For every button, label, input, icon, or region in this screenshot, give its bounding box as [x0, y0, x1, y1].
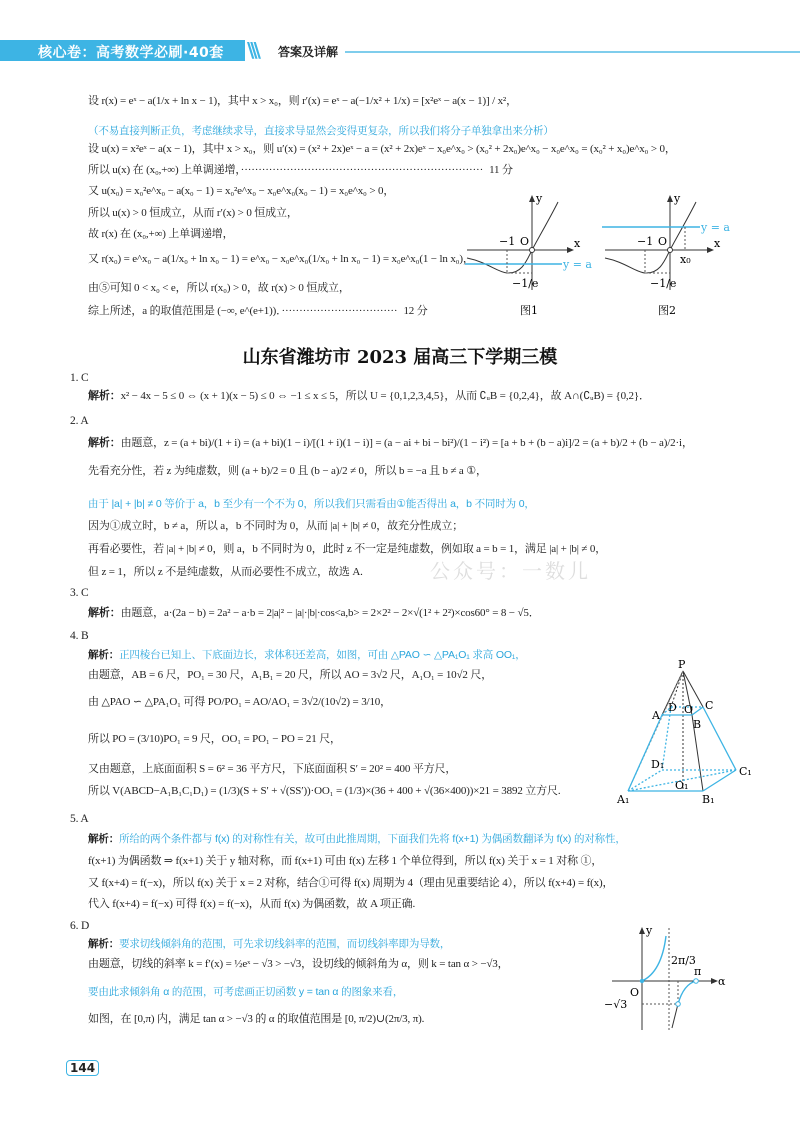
answer-heading — [70, 414, 89, 428]
label-D1: D₁ — [651, 758, 665, 771]
line-text: 又 f(x+4) = f(−x)，所以 f(x) 关于 x = 2 对称，结合①可得 f(x) 周期为 4（理由见重要结论 4），所以 f(x+4) = f(x)， — [88, 877, 614, 889]
tan-y-label: y — [646, 924, 653, 937]
tan-pi-label: π — [694, 965, 702, 978]
analysis-note-line — [88, 832, 626, 846]
solution-line — [88, 854, 602, 868]
line-text: 正四棱台已知上、下底面边长，求体积还差高，如图，可由 △PAO ∽ △PA₁O₁ 求高 OO₁， — [119, 649, 526, 661]
fig1-x-label: x — [574, 237, 581, 250]
solution-line — [88, 565, 363, 579]
line-text: 由题意，切线的斜率 k = f′(x) = ½eˣ − √3 > −√3，设切线的倾斜角为 α，则 k = tan α > −√3， — [88, 958, 509, 970]
analysis-label: 解析： — [88, 833, 120, 845]
answer-heading — [70, 629, 89, 643]
score-marker: 11 分 — [489, 164, 513, 176]
label-D: D — [668, 701, 677, 714]
analysis-label: 解析： — [88, 649, 120, 661]
solution-line — [88, 142, 676, 156]
solution-line — [88, 184, 394, 198]
analysis-note-line — [88, 937, 450, 951]
label-P: P — [678, 658, 686, 671]
line-text: 由 △PAO ∽ △PA₁O₁ 可得 PO/PO₁ = AO/AO₁ = 3√2/(10√2) = 3/10， — [88, 696, 391, 708]
header-rule — [345, 51, 800, 53]
fig2-caption: 图2 — [658, 304, 676, 317]
solution-line — [88, 542, 606, 556]
line-text: 所以 V(ABCD−A₁B₁C₁D₁) = (1/3)(S + S′ + √(SS′))·OO₁ = (1/3)×(36 + 400 + √(36×400))×21 = 3892 立方尺. — [88, 785, 561, 797]
fig2-x0-label: x₀ — [680, 253, 691, 266]
solution-line — [88, 957, 509, 971]
line-text: 由题意，a·(2a − b) = 2a² − a·b = 2|a|² − |a|·|b|·cos<a,b> = 2×2² − 2×√(1² + 2²)×cos60° = 8 − √5． — [120, 607, 540, 619]
label-B1: B₁ — [702, 793, 715, 806]
watermark: 公众号：一数儿 — [430, 559, 591, 583]
fig2-min-value: −1/e — [650, 277, 677, 290]
fig1-min-value: −1/e — [512, 277, 539, 290]
tan-2pi-3-label: 2π/3 — [671, 954, 696, 967]
line-text: 所以 u(x) > 0 恒成立，从而 r′(x) > 0 恒成立， — [88, 207, 298, 219]
line-text: 因为①成立时，b ≠ a，所以 a，b 不同时为 0，从而 |a| + |b| ≠ 0，故充分性成立； — [88, 520, 464, 532]
line-text: 所以 PO = (3/10)PO₁ = 9 尺，OO₁ = PO₁ − PO = 21 尺， — [88, 733, 341, 745]
fig1-origin: O — [520, 235, 530, 248]
figure-2-graph — [600, 190, 740, 320]
line-text: 要求切线倾斜角的范围，可先求切线斜率的范围，而切线斜率即为导数， — [119, 938, 451, 950]
solution-line — [88, 668, 492, 682]
line-text: 所以 u(x) 在 (x₀,+∞) 上单调递增，····································································· — [88, 164, 484, 176]
line-text: 由⑤可知 0 < x₀ < e，所以 r(x₀) > 0，故 r(x) > 0 恒成立， — [88, 282, 350, 294]
analysis-label: 解析： — [88, 607, 121, 619]
line-text: 所给的两个条件都与 f(x) 的对称性有关，故可由此推周期，下面我们先将 f(x+1) 为偶函数翻译为 f(x) 的对称性， — [119, 833, 626, 845]
fig1-minus-one: −1 — [499, 235, 516, 248]
line-text: 由题意，z = (a + bi)/(1 + i) = (a + bi)(1 − i)/[(1 + i)(1 − i)] = (a − ai + bi − bi²)/(1 − i²) = [a + b + (b − a)i]/2 = (a + b)/2 + (b − a)/2·i， — [120, 437, 693, 449]
line-text: 综上所述，a 的取值范围是 (−∞, e^(e+1))．································· — [88, 305, 398, 317]
page-number: 144 — [66, 1060, 99, 1076]
label-C: C — [705, 699, 714, 712]
answer-heading — [70, 371, 89, 385]
fig1-caption: 图1 — [520, 304, 538, 317]
header-slash-decoration: \\\ — [247, 38, 257, 62]
line-text: 再看必要性，若 |a| + |b| ≠ 0，则 a，b 不同时为 0，此时 z 不一定是纯虚数，例如取 a = b = 1，满足 |a| + |b| ≠ 0， — [88, 543, 607, 555]
fig2-y-label: y — [674, 192, 681, 205]
fig1-line-label: y = a — [563, 258, 592, 271]
solution-line — [88, 436, 693, 450]
solution-line — [88, 897, 415, 911]
line-text: 3. C — [70, 587, 89, 599]
solution-line — [88, 227, 234, 241]
line-text: f(x+1) 为偶函数 ⇒ f(x+1) 关于 y 轴对称，而 f(x+1) 可由 f(x) 左移 1 个单位得到，所以 f(x) 关于 x = 1 对称 ①， — [88, 855, 603, 867]
label-A: A — [652, 709, 660, 722]
line-text: 又 r(x₀) = e^x₀ − a(1/x₀ + ln x₀ − 1) = e^x₀ − x₀e^x₀(1/x₀ + ln x₀ − 1) = x₀e^x₀(1 − ln x₀)， — [88, 253, 474, 265]
fig2-x-label: x — [714, 237, 721, 250]
figure-1-graph — [462, 190, 597, 320]
frustum-diagram — [615, 655, 775, 810]
analysis-label: 解析： — [88, 390, 121, 402]
fig2-line-label: y = a — [701, 221, 730, 234]
header-title: 核心卷：高考数学必刷·40套 — [38, 45, 224, 61]
tan-minus-sqrt3-label: −√3 — [604, 998, 628, 1011]
solution-line — [88, 1012, 424, 1026]
line-text: 故 r(x) 在 (x₀,+∞) 上单调递增， — [88, 228, 234, 240]
solution-line — [88, 762, 456, 776]
line-text: 又由题意，上底面面积 S = 6² = 36 平方尺，下底面面积 S′ = 20² = 400 平方尺， — [88, 763, 457, 775]
line-text: 又 u(x₀) = x₀²e^x₀ − a(x₀ − 1) = x₀²e^x₀ − x₀e^x₀(x₀ − 1) = x₀e^x₀ > 0， — [88, 185, 395, 197]
score-marker: 12 分 — [403, 305, 428, 317]
analysis-label: 解析： — [88, 437, 121, 449]
analysis-note-line — [88, 985, 403, 999]
fig2-origin: O — [658, 235, 668, 248]
line-text: 但 z = 1，所以 z 不是纯虚数，从而必要性不成立，故选 A. — [88, 566, 363, 578]
header-subtitle: 答案及详解 — [278, 45, 339, 59]
label-B: B — [693, 718, 702, 731]
solution-line — [88, 252, 474, 266]
line-text: 1. C — [70, 372, 89, 384]
line-text: 设 r(x) = eˣ − a(1/x + ln x − 1)，其中 x > x₀，则 r′(x) = eˣ − a(−1/x² + 1/x) = [x²eˣ − a(x − 1)] / x²， — [88, 95, 517, 107]
fig2-minus-one: −1 — [637, 235, 654, 248]
solution-line — [88, 519, 463, 533]
solution-line — [88, 94, 517, 108]
solution-line — [88, 206, 298, 220]
analysis-note-line — [88, 648, 526, 662]
solution-line — [88, 163, 513, 177]
section-title: 山东省潍坊市 2023 届高三下学期三模 — [242, 347, 558, 368]
fig1-y-label: y — [536, 192, 543, 205]
label-A1: A₁ — [617, 793, 630, 806]
solution-line — [88, 281, 350, 295]
line-text: x² − 4x − 5 ≤ 0 ⇔ (x + 1)(x − 5) ≤ 0 ⇔ −1 ≤ x ≤ 5，所以 U = {0,1,2,3,4,5}，从而 ∁ᵤB = {0,2,4}，故 A∩(∁ᵤB) = {0,2}． — [120, 390, 650, 402]
line-text: 设 u(x) = x²eˣ − a(x − 1)，其中 x > x₀，则 u′(x) = (x² + 2x)eˣ − a = (x² + 2x)eˣ − x₀e^x₀ > (x₀² + 2x₀)e^x₀ − x₀e^x₀ = (x₀² + x₀)e^x₀ > 0， — [88, 143, 676, 155]
solution-line — [88, 876, 613, 890]
answer-heading — [70, 812, 89, 826]
answer-heading — [70, 919, 89, 933]
line-text: 要由此求倾斜角 α 的范围，可考虑画正切函数 y = tan α 的图象来看， — [88, 986, 404, 998]
answer-heading — [70, 586, 89, 600]
line-text: （不易直接判断正负，考虑继续求导，直接求导显然会变得更复杂，所以我们将分子单独拿出来分析） — [88, 125, 554, 137]
tangent-graph — [600, 920, 750, 1045]
line-text: 5. A — [70, 813, 89, 825]
analysis-note-line — [88, 497, 535, 511]
tan-origin: O — [630, 986, 640, 999]
label-C1: C₁ — [739, 765, 752, 778]
solution-line — [88, 784, 560, 798]
tan-alpha-label: α — [718, 975, 726, 988]
analysis-label: 解析： — [88, 938, 120, 950]
label-O: O — [684, 703, 694, 716]
line-text: 4. B — [70, 630, 89, 642]
line-text: 6. D — [70, 920, 90, 932]
solution-line — [88, 389, 650, 403]
solution-line — [88, 464, 487, 478]
line-text: 2. A — [70, 415, 89, 427]
line-text: 代入 f(x+4) = f(−x) 可得 f(x) = f(−x)，从而 f(x) 为偶函数，故 A 项正确. — [88, 898, 416, 910]
analysis-note-line — [88, 124, 554, 138]
line-text: 先看充分性，若 z 为纯虚数，则 (a + b)/2 = 0 且 (b − a)/2 ≠ 0，所以 b = −a 且 b ≠ a ①， — [88, 465, 487, 477]
line-text: 由于 |a| + |b| ≠ 0 等价于 a，b 至少有一个不为 0，所以我们只需看由①能否得出 a，b 不同时为 0， — [88, 498, 535, 510]
line-text: 由题意，AB = 6 尺，PO₁ = 30 尺，A₁B₁ = 20 尺，所以 AO = 3√2 尺，A₁O₁ = 10√2 尺， — [88, 669, 493, 681]
solution-line — [88, 695, 391, 709]
solution-line — [88, 732, 341, 746]
label-O1: O₁ — [675, 779, 689, 792]
solution-line — [88, 304, 428, 318]
solution-line — [88, 606, 540, 620]
line-text: 如图，在 [0,π) 内，满足 tan α > −√3 的 α 的取值范围是 [0, π/2)∪(2π/3, π). — [88, 1013, 425, 1025]
